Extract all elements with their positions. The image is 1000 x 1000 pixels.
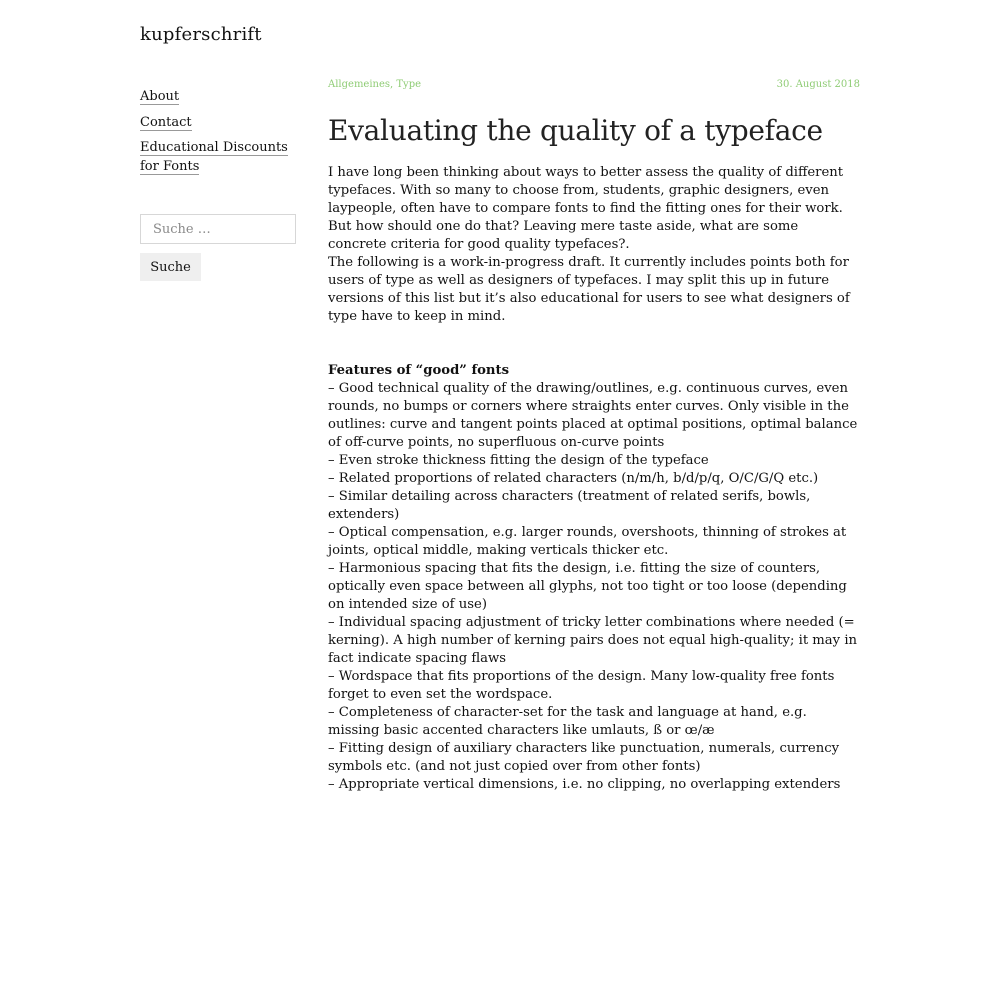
list-item: – Related proportions of related characters (n/m/h, b/d/p/q, O/C/G/Q etc.): [328, 471, 819, 486]
post-article: [328, 78, 860, 794]
nav-link-about[interactable]: About: [140, 89, 180, 104]
search-button[interactable]: Suche: [140, 253, 201, 281]
list-item: – Harmonious spacing that fits the design, i.e. fitting the size of counters, optically even space between all glyphs, not too tight or too loose (depending on intended size of use): [328, 561, 847, 612]
section-heading: Features of “good” fonts: [328, 363, 510, 378]
intro-paragraph: The following is a work-in-progress draft. It currently includes points both for users of type as well as designers of typefaces. I may split this up in future versions of this list but it’s also educational for users to see what designers of type have to keep in mind.: [328, 255, 850, 324]
list-item: – Completeness of character-set for the task and language at hand, e.g. missing basic accented characters like umlauts, ß or œ/æ: [328, 705, 807, 738]
list-item: – Fitting design of auxiliary characters like punctuation, numerals, currency symbols etc. (and not just copied over from other fonts): [328, 741, 840, 774]
list-item: – Individual spacing adjustment of tricky letter combinations where needed (= kerning). A high number of kerning pairs does not equal high-quality; it may in fact indicate spacing flaws: [328, 615, 858, 666]
post-categories[interactable]: Allgemeines, Type: [328, 79, 422, 90]
nav-item-about: [140, 85, 290, 105]
post-body: [328, 164, 860, 794]
list-item: – Even stroke thickness fitting the design of the typeface: [328, 453, 709, 468]
nav-item-contact: [140, 111, 290, 131]
list-item: – Wordspace that fits proportions of the design. Many low-quality free fonts forget to even set the wordspace.: [328, 669, 835, 702]
nav-link-contact[interactable]: Contact: [140, 115, 192, 130]
nav-link-educational-discounts[interactable]: Educational Discounts for Fonts: [140, 140, 288, 174]
list-item: – Good technical quality of the drawing/outlines, e.g. continuous curves, even rounds, no bumps or corners where straights enter curves. Only visible in the outlines: curve and tangent points placed at optimal positions, optimal balance of off-curve points, no superfluous on-curve points: [328, 381, 858, 450]
list-item: – Optical compensation, e.g. larger rounds, overshoots, thinning of strokes at joints, optical middle, making verticals thicker etc.: [328, 525, 847, 558]
nav-item-educational-discounts: [140, 137, 290, 175]
post-meta: [328, 78, 860, 92]
intro-paragraph: I have long been thinking about ways to better assess the quality of different typefaces. With so many to choose from, students, graphic designers, even laypeople, often have to compare fonts to find the fitting ones for their work. But how should one do that? Leaving mere taste aside, what are some concrete criteria for good quality typefaces?.: [328, 165, 844, 252]
list-item: – Similar detailing across characters (treatment of related serifs, bowls, extenders): [328, 489, 811, 522]
post-date[interactable]: 30. August 2018: [776, 79, 860, 90]
list-item: – Appropriate vertical dimensions, i.e. no clipping, no overlapping extenders: [328, 777, 841, 792]
search-input[interactable]: [140, 214, 296, 244]
site-title[interactable]: kupferschrift: [140, 24, 262, 45]
post-title: Evaluating the quality of a typeface: [328, 114, 823, 147]
sidebar-nav: [140, 85, 300, 181]
